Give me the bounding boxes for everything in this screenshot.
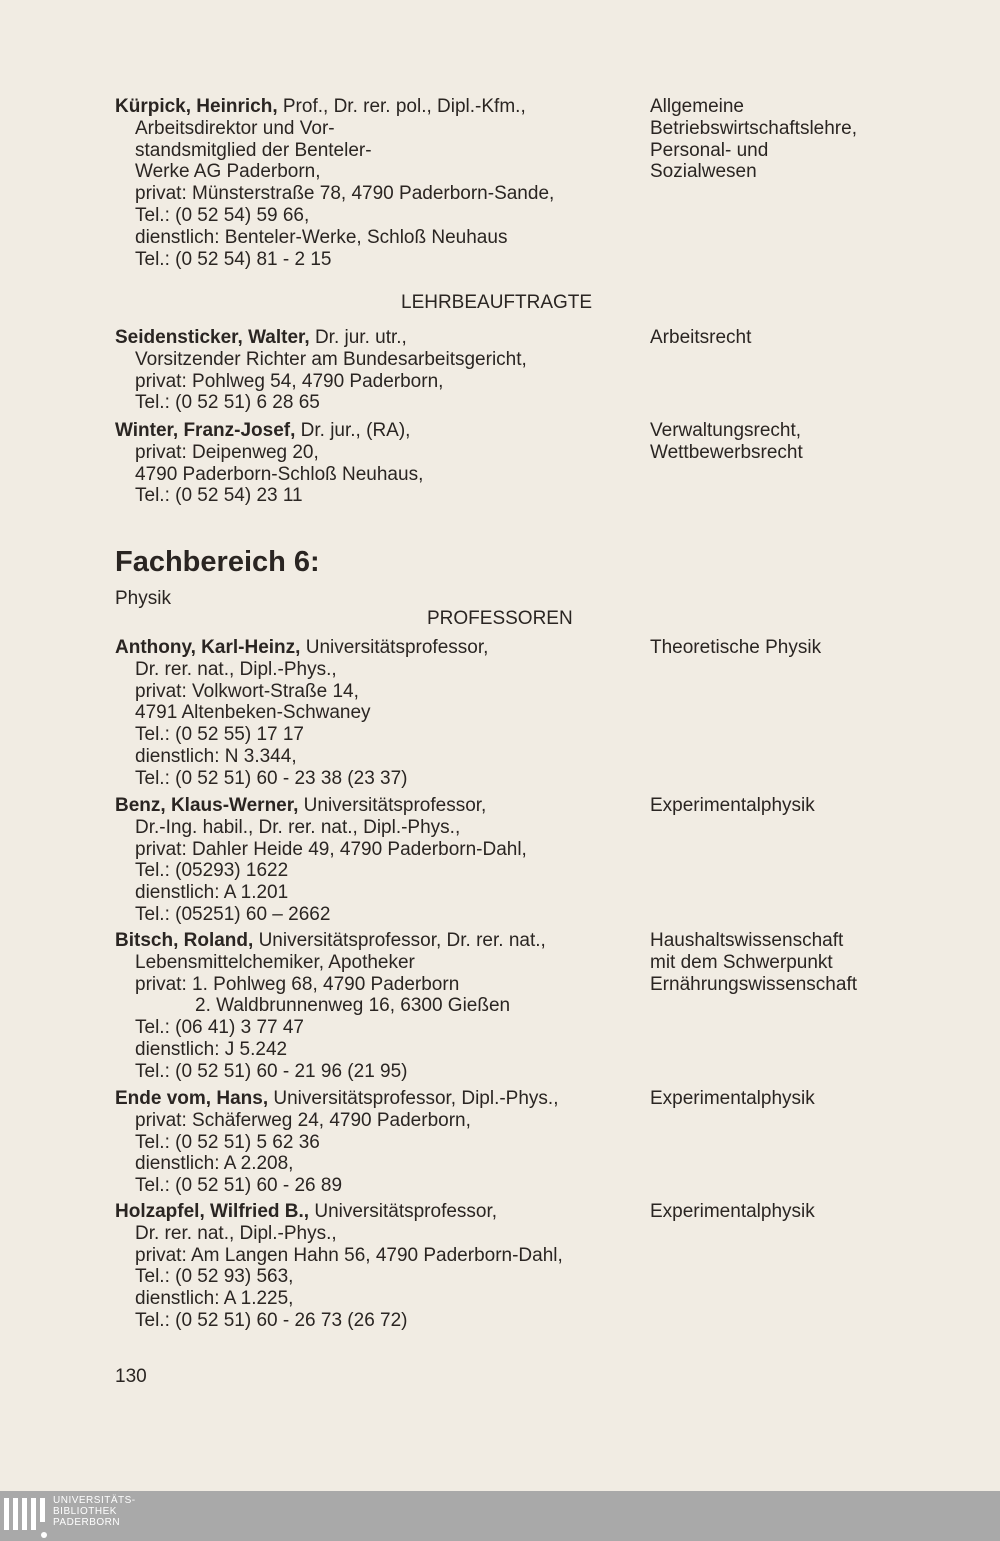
- entry-line: 2. Waldbrunnenweg 16, 6300 Gießen: [195, 995, 511, 1017]
- person-name: Ende vom, Hans,: [115, 1088, 269, 1109]
- person-title: Dr. jur., (RA),: [295, 420, 411, 441]
- entry-line: dienstlich: Benteler-Werke, Schloß Neuhaus: [135, 226, 508, 248]
- logo-line: BIBLIOTHEK: [53, 1506, 117, 1517]
- entry-line: Dr. rer. nat., Dipl.-Phys.,: [135, 1222, 337, 1244]
- entry-header: [115, 96, 655, 118]
- entry-line: Tel.: (0 52 93) 563,: [135, 1266, 294, 1288]
- person-name: Winter, Franz-Josef,: [115, 420, 296, 441]
- person-title: Universitätsprofessor,: [309, 1201, 498, 1222]
- entry-line: privat: Dahler Heide 49, 4790 Paderborn-Dahl,: [135, 838, 527, 860]
- subject-bitsch: [650, 930, 950, 995]
- person-title: Prof., Dr. rer. pol., Dipl.-Kfm.,: [277, 96, 526, 117]
- entry-line: Lebensmittelchemiker, Apotheker: [135, 951, 415, 973]
- entry-line: Dr. rer. nat., Dipl.-Phys.,: [135, 658, 337, 680]
- entry-line: Tel.: (0 52 51) 60 - 26 73 (26 72): [135, 1309, 408, 1331]
- person-title: Universitätsprofessor, Dipl.-Phys.,: [268, 1088, 559, 1109]
- subject-line: Theoretische Physik: [650, 637, 822, 658]
- person-name: Anthony, Karl-Heinz,: [115, 637, 301, 658]
- person-name: Holzapfel, Wilfried B.,: [115, 1201, 310, 1222]
- subject-line: Ernährungswissenschaft: [650, 973, 857, 995]
- entry-line: dienstlich: A 2.208,: [135, 1153, 294, 1175]
- entry-line: Tel.: (0 52 55) 17 17: [135, 724, 304, 746]
- fachbereich-subtitle: Physik: [115, 588, 171, 609]
- subject-seidensticker: [650, 327, 950, 349]
- subject-ende-vom: [650, 1088, 950, 1110]
- entry-benz: [115, 795, 655, 926]
- person-title: Universitätsprofessor,: [298, 795, 487, 816]
- person-name: Benz, Klaus-Werner,: [115, 795, 299, 816]
- entry-winter: [115, 420, 655, 507]
- entry-line: dienstlich: A 1.225,: [135, 1288, 294, 1310]
- entry-line: Tel.: (05251) 60 – 2662: [135, 903, 331, 925]
- subject-line: Verwaltungsrecht,: [650, 420, 802, 441]
- subject-line: mit dem Schwerpunkt: [650, 951, 833, 973]
- entry-header: [115, 795, 655, 817]
- entry-line: Tel.: (0 52 51) 60 - 23 38 (23 37): [135, 767, 408, 789]
- entry-line: dienstlich: A 1.201: [135, 882, 289, 904]
- logo-line: PADERBORN: [53, 1517, 121, 1528]
- page-number: 130: [115, 1366, 147, 1387]
- subject-line: Personal- und: [650, 139, 769, 161]
- entry-line: privat: Schäferweg 24, 4790 Paderborn,: [135, 1109, 471, 1131]
- person-name: Seidensticker, Walter,: [115, 327, 310, 348]
- subject-line: Sozialwesen: [650, 161, 757, 183]
- person-title: Universitätsprofessor, Dr. rer. nat.,: [253, 930, 546, 951]
- entry-line: Tel.: (0 52 51) 60 - 21 96 (21 95): [135, 1060, 408, 1082]
- entry-line: privat: Pohlweg 54, 4790 Paderborn,: [135, 370, 444, 392]
- entry-seidensticker: [115, 327, 655, 414]
- subject-line: Experimentalphysik: [650, 1201, 815, 1222]
- library-logo-text: [53, 1495, 136, 1528]
- subject-line: Experimentalphysik: [650, 795, 815, 816]
- entry-kuerpick: [115, 96, 655, 270]
- entry-line: Tel.: (0 52 54) 81 - 2 15: [135, 248, 332, 270]
- entry-line: standsmitglied der Benteler-: [135, 139, 372, 161]
- entry-line: Dr.-Ing. habil., Dr. rer. nat., Dipl.-Phys.,: [135, 816, 461, 838]
- entry-line: Tel.: (0 52 51) 5 62 36: [135, 1131, 320, 1153]
- library-footer-bar: [0, 1491, 1000, 1541]
- subject-line: Allgemeine: [650, 96, 744, 117]
- person-title: Dr. jur. utr.,: [309, 327, 407, 348]
- person-title: Universitätsprofessor,: [300, 637, 489, 658]
- subject-kuerpick: [650, 96, 950, 183]
- entry-header: [115, 327, 655, 349]
- entry-line: Tel.: (06 41) 3 77 47: [135, 1017, 304, 1039]
- entry-line: 4791 Altenbeken-Schwaney: [135, 702, 371, 724]
- entry-line: dienstlich: N 3.344,: [135, 745, 297, 767]
- entry-line: Arbeitsdirektor und Vor-: [135, 117, 335, 139]
- entry-line: 4790 Paderborn-Schloß Neuhaus,: [135, 463, 424, 485]
- entry-line: privat: Volkwort-Straße 14,: [135, 680, 359, 702]
- entry-holzapfel: [115, 1201, 655, 1332]
- library-logo-icon: [4, 1498, 46, 1534]
- entry-line: privat: Münsterstraße 78, 4790 Paderborn-Sande,: [135, 183, 555, 205]
- subject-benz: [650, 795, 950, 817]
- subject-line: Experimentalphysik: [650, 1088, 815, 1109]
- entry-line: privat: 1. Pohlweg 68, 4790 Paderborn: [135, 973, 460, 995]
- section-heading-lehrbeauftragte: LEHRBEAUFTRAGTE: [401, 292, 593, 313]
- logo-line: UNIVERSITÄTS-: [53, 1495, 136, 1506]
- entry-line: privat: Am Langen Hahn 56, 4790 Paderborn-Dahl,: [135, 1244, 563, 1266]
- subject-holzapfel: [650, 1201, 950, 1223]
- entry-line: Tel.: (0 52 51) 60 - 26 89: [135, 1175, 343, 1197]
- entry-header: [115, 420, 655, 442]
- subject-line: Arbeitsrecht: [650, 327, 752, 348]
- section-heading-professoren: PROFESSOREN: [427, 608, 573, 629]
- person-name: Bitsch, Roland,: [115, 930, 254, 951]
- subject-line: Wettbewerbsrecht: [650, 441, 803, 463]
- subject-line: Haushaltswissenschaft: [650, 930, 844, 951]
- entry-line: Tel.: (05293) 1622: [135, 860, 289, 882]
- entry-line: Tel.: (0 52 54) 59 66,: [135, 204, 310, 226]
- entry-line: Tel.: (0 52 51) 6 28 65: [135, 392, 320, 414]
- entry-header: [115, 1088, 655, 1110]
- subject-winter: [650, 420, 950, 464]
- subject-line: Betriebswirtschaftslehre,: [650, 117, 857, 139]
- fachbereich-title: Fachbereich 6:: [115, 546, 320, 578]
- entry-header: [115, 1201, 655, 1223]
- person-name: Kürpick, Heinrich,: [115, 96, 278, 117]
- entry-anthony: [115, 637, 655, 790]
- entry-bitsch: [115, 930, 655, 1083]
- entry-line: Vorsitzender Richter am Bundesarbeitsgericht,: [135, 348, 527, 370]
- entry-line: dienstlich: J 5.242: [135, 1038, 288, 1060]
- entry-header: [115, 637, 655, 659]
- entry-ende-vom: [115, 1088, 655, 1197]
- entry-line: privat: Deipenweg 20,: [135, 441, 319, 463]
- entry-line: Werke AG Paderborn,: [135, 161, 321, 183]
- entry-line: Tel.: (0 52 54) 23 11: [135, 485, 303, 507]
- subject-anthony: [650, 637, 950, 659]
- entry-header: [115, 930, 655, 952]
